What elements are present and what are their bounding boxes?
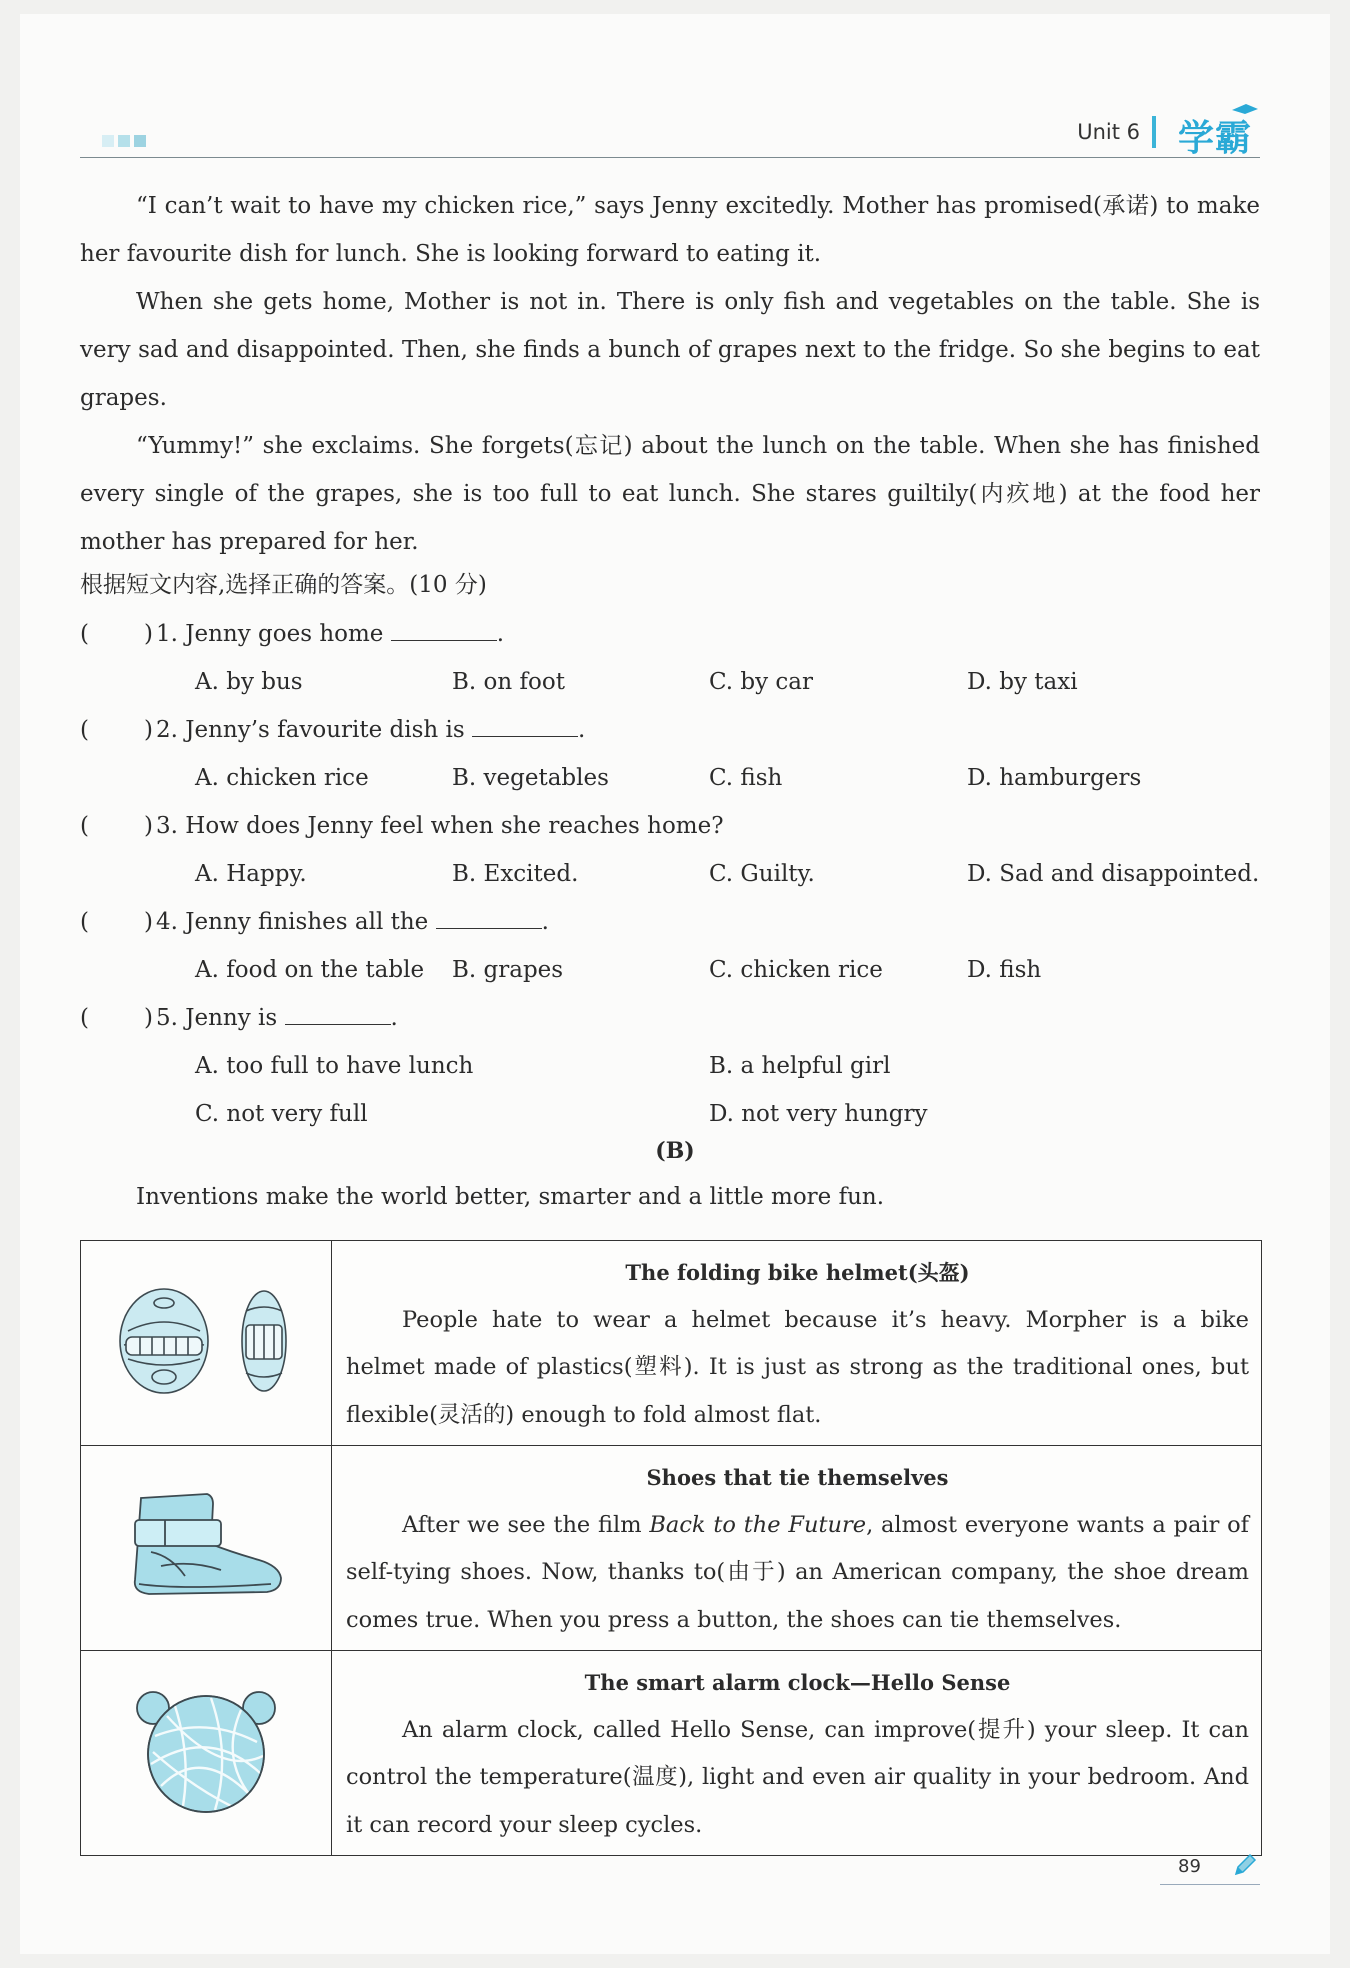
question-text: Jenny finishes all the xyxy=(185,909,429,935)
answer-bracket-close: ) xyxy=(144,717,153,743)
folding-helmet-icon xyxy=(106,1281,306,1401)
page-header xyxy=(80,110,1260,158)
unit-label: Unit 6 xyxy=(1077,120,1140,144)
question-end: . xyxy=(496,621,505,647)
answer-bracket-open[interactable]: ( xyxy=(80,717,89,743)
passage-paragraph: “I can’t wait to have my chicken rice,” says Jenny excitedly. Mother has promised(承诺) to make her favourite dish for lunch. She is looking forward to eating it. xyxy=(80,193,1260,267)
passage-paragraph: “Yummy!” she exclaims. She forgets(忘记) about the lunch on the table. When she has finished every single of the grapes, she is too full to eat lunch. She stares guiltily(内疚地) at the food her mother has prepared for her. xyxy=(80,433,1260,555)
section-b-heading: (B) xyxy=(655,1138,695,1164)
option[interactable]: A. too full to have lunch xyxy=(195,1053,474,1079)
answer-bracket-open[interactable]: ( xyxy=(80,621,89,647)
option[interactable]: D. hamburgers xyxy=(967,765,1142,791)
question-text: How does Jenny feel when she reaches home? xyxy=(185,813,724,839)
passage-paragraph: When she gets home, Mother is not in. There is only fish and vegetables on the table. She is very sad and disappointed. Then, she finds a bunch of grapes next to the fridge. So she begins to eat grapes. xyxy=(80,289,1260,411)
invention-description: People hate to wear a helmet because it’s heavy. Morpher is a bike helmet made of plastics(塑料). It is just as strong as the traditional ones, but flexible(灵活的) enough to fold almost flat. xyxy=(346,1306,1249,1428)
option[interactable]: D. not very hungry xyxy=(709,1101,928,1127)
header-rule xyxy=(80,157,1260,158)
section-b-intro: Inventions make the world better, smarter and a little more fun. xyxy=(136,1184,885,1210)
question-text: Jenny is xyxy=(185,1005,278,1031)
invention-text-cell xyxy=(332,1446,1262,1651)
header-divider xyxy=(1152,116,1156,148)
footer-rule xyxy=(1160,1884,1260,1885)
question-number: 4. xyxy=(156,909,178,935)
answer-bracket-open[interactable]: ( xyxy=(80,909,89,935)
illustration-cell xyxy=(81,1241,332,1446)
options-5a xyxy=(195,1042,1275,1090)
question-end: . xyxy=(390,1005,398,1031)
option[interactable]: B. grapes xyxy=(452,957,564,983)
option[interactable]: B. vegetables xyxy=(452,765,609,791)
option[interactable]: A. chicken rice xyxy=(195,765,369,791)
instruction: 根据短文内容,选择正确的答案。(10 分) xyxy=(80,572,487,598)
option[interactable]: B. a helpful girl xyxy=(709,1053,891,1079)
answer-blank[interactable] xyxy=(472,710,578,737)
options-3 xyxy=(195,850,1275,898)
question-1 xyxy=(80,610,1260,658)
inventions-table xyxy=(80,1240,1262,1856)
option[interactable]: D. fish xyxy=(967,957,1042,983)
header-decoration xyxy=(102,132,150,151)
answer-bracket-close: ) xyxy=(144,621,153,647)
answer-bracket-close: ) xyxy=(144,1005,153,1031)
description-part: After we see the film xyxy=(402,1511,650,1538)
answer-bracket-open[interactable]: ( xyxy=(80,813,89,839)
invention-text-cell xyxy=(332,1241,1262,1446)
option[interactable]: C. by car xyxy=(709,669,814,695)
invention-title: The smart alarm clock—Hello Sense xyxy=(584,1670,1011,1695)
invention-description: An alarm clock, called Hello Sense, can improve(提升) your sleep. It can control the temperature(温度), light and even air quality in your bedroom. And it can record your sleep cycles. xyxy=(346,1716,1249,1838)
illustration-cell xyxy=(81,1651,332,1856)
question-4 xyxy=(80,898,1260,946)
option[interactable]: B. Excited. xyxy=(452,861,579,887)
option[interactable]: C. Guilty. xyxy=(709,861,815,887)
question-3 xyxy=(80,802,1260,850)
options-5b xyxy=(195,1090,1275,1138)
question-end: . xyxy=(541,909,549,935)
invention-title: Shoes that tie themselves xyxy=(646,1465,949,1490)
invention-description xyxy=(346,1502,1249,1645)
answer-blank[interactable] xyxy=(391,614,497,641)
question-number: 3. xyxy=(156,813,178,839)
option[interactable]: B. on foot xyxy=(452,669,565,695)
option[interactable]: C. chicken rice xyxy=(709,957,883,983)
table-row xyxy=(81,1651,1262,1856)
question-number: 5. xyxy=(156,1005,178,1031)
pencil-icon xyxy=(1232,1852,1258,1878)
table-row xyxy=(81,1446,1262,1651)
invention-text-cell xyxy=(332,1651,1262,1856)
self-tying-shoe-icon xyxy=(121,1486,291,1606)
description-part: , almost everyone wants a pair of self-tying shoes. Now, thanks to(由于) an American company, the shoe dream comes true. When you press a button, the shoes can tie themselves. xyxy=(346,1511,1249,1633)
table-row xyxy=(81,1241,1262,1446)
answer-blank[interactable] xyxy=(285,998,391,1025)
option[interactable]: D. by taxi xyxy=(967,669,1078,695)
question-2 xyxy=(80,706,1260,754)
page-number: 89 xyxy=(1178,1856,1201,1877)
option[interactable]: A. by bus xyxy=(195,669,303,695)
alarm-clock-icon xyxy=(131,1686,281,1816)
options-1 xyxy=(195,658,1275,706)
answer-bracket-close: ) xyxy=(144,909,153,935)
graduation-cap-icon xyxy=(1230,102,1260,116)
question-number: 1. xyxy=(156,621,178,647)
brand-logo: 学霸 xyxy=(1177,118,1252,159)
answer-bracket-open[interactable]: ( xyxy=(80,1005,89,1031)
question-text: Jenny goes home xyxy=(185,621,384,647)
option[interactable]: A. Happy. xyxy=(195,861,307,887)
film-title: Back to the Future xyxy=(649,1511,867,1538)
option[interactable]: A. food on the table xyxy=(195,957,425,983)
question-end: . xyxy=(578,717,586,743)
question-number: 2. xyxy=(156,717,178,743)
option[interactable]: C. fish xyxy=(709,765,783,791)
option[interactable]: C. not very full xyxy=(195,1101,368,1127)
passage-a xyxy=(80,182,1260,566)
question-text: Jenny’s favourite dish is xyxy=(185,717,465,743)
option[interactable]: D. Sad and disappointed. xyxy=(967,861,1260,887)
illustration-cell xyxy=(81,1446,332,1651)
invention-title: The folding bike helmet(头盔) xyxy=(625,1260,970,1285)
answer-bracket-close: ) xyxy=(144,813,153,839)
options-4 xyxy=(195,946,1275,994)
question-5 xyxy=(80,994,1260,1042)
options-2 xyxy=(195,754,1275,802)
answer-blank[interactable] xyxy=(436,902,542,929)
